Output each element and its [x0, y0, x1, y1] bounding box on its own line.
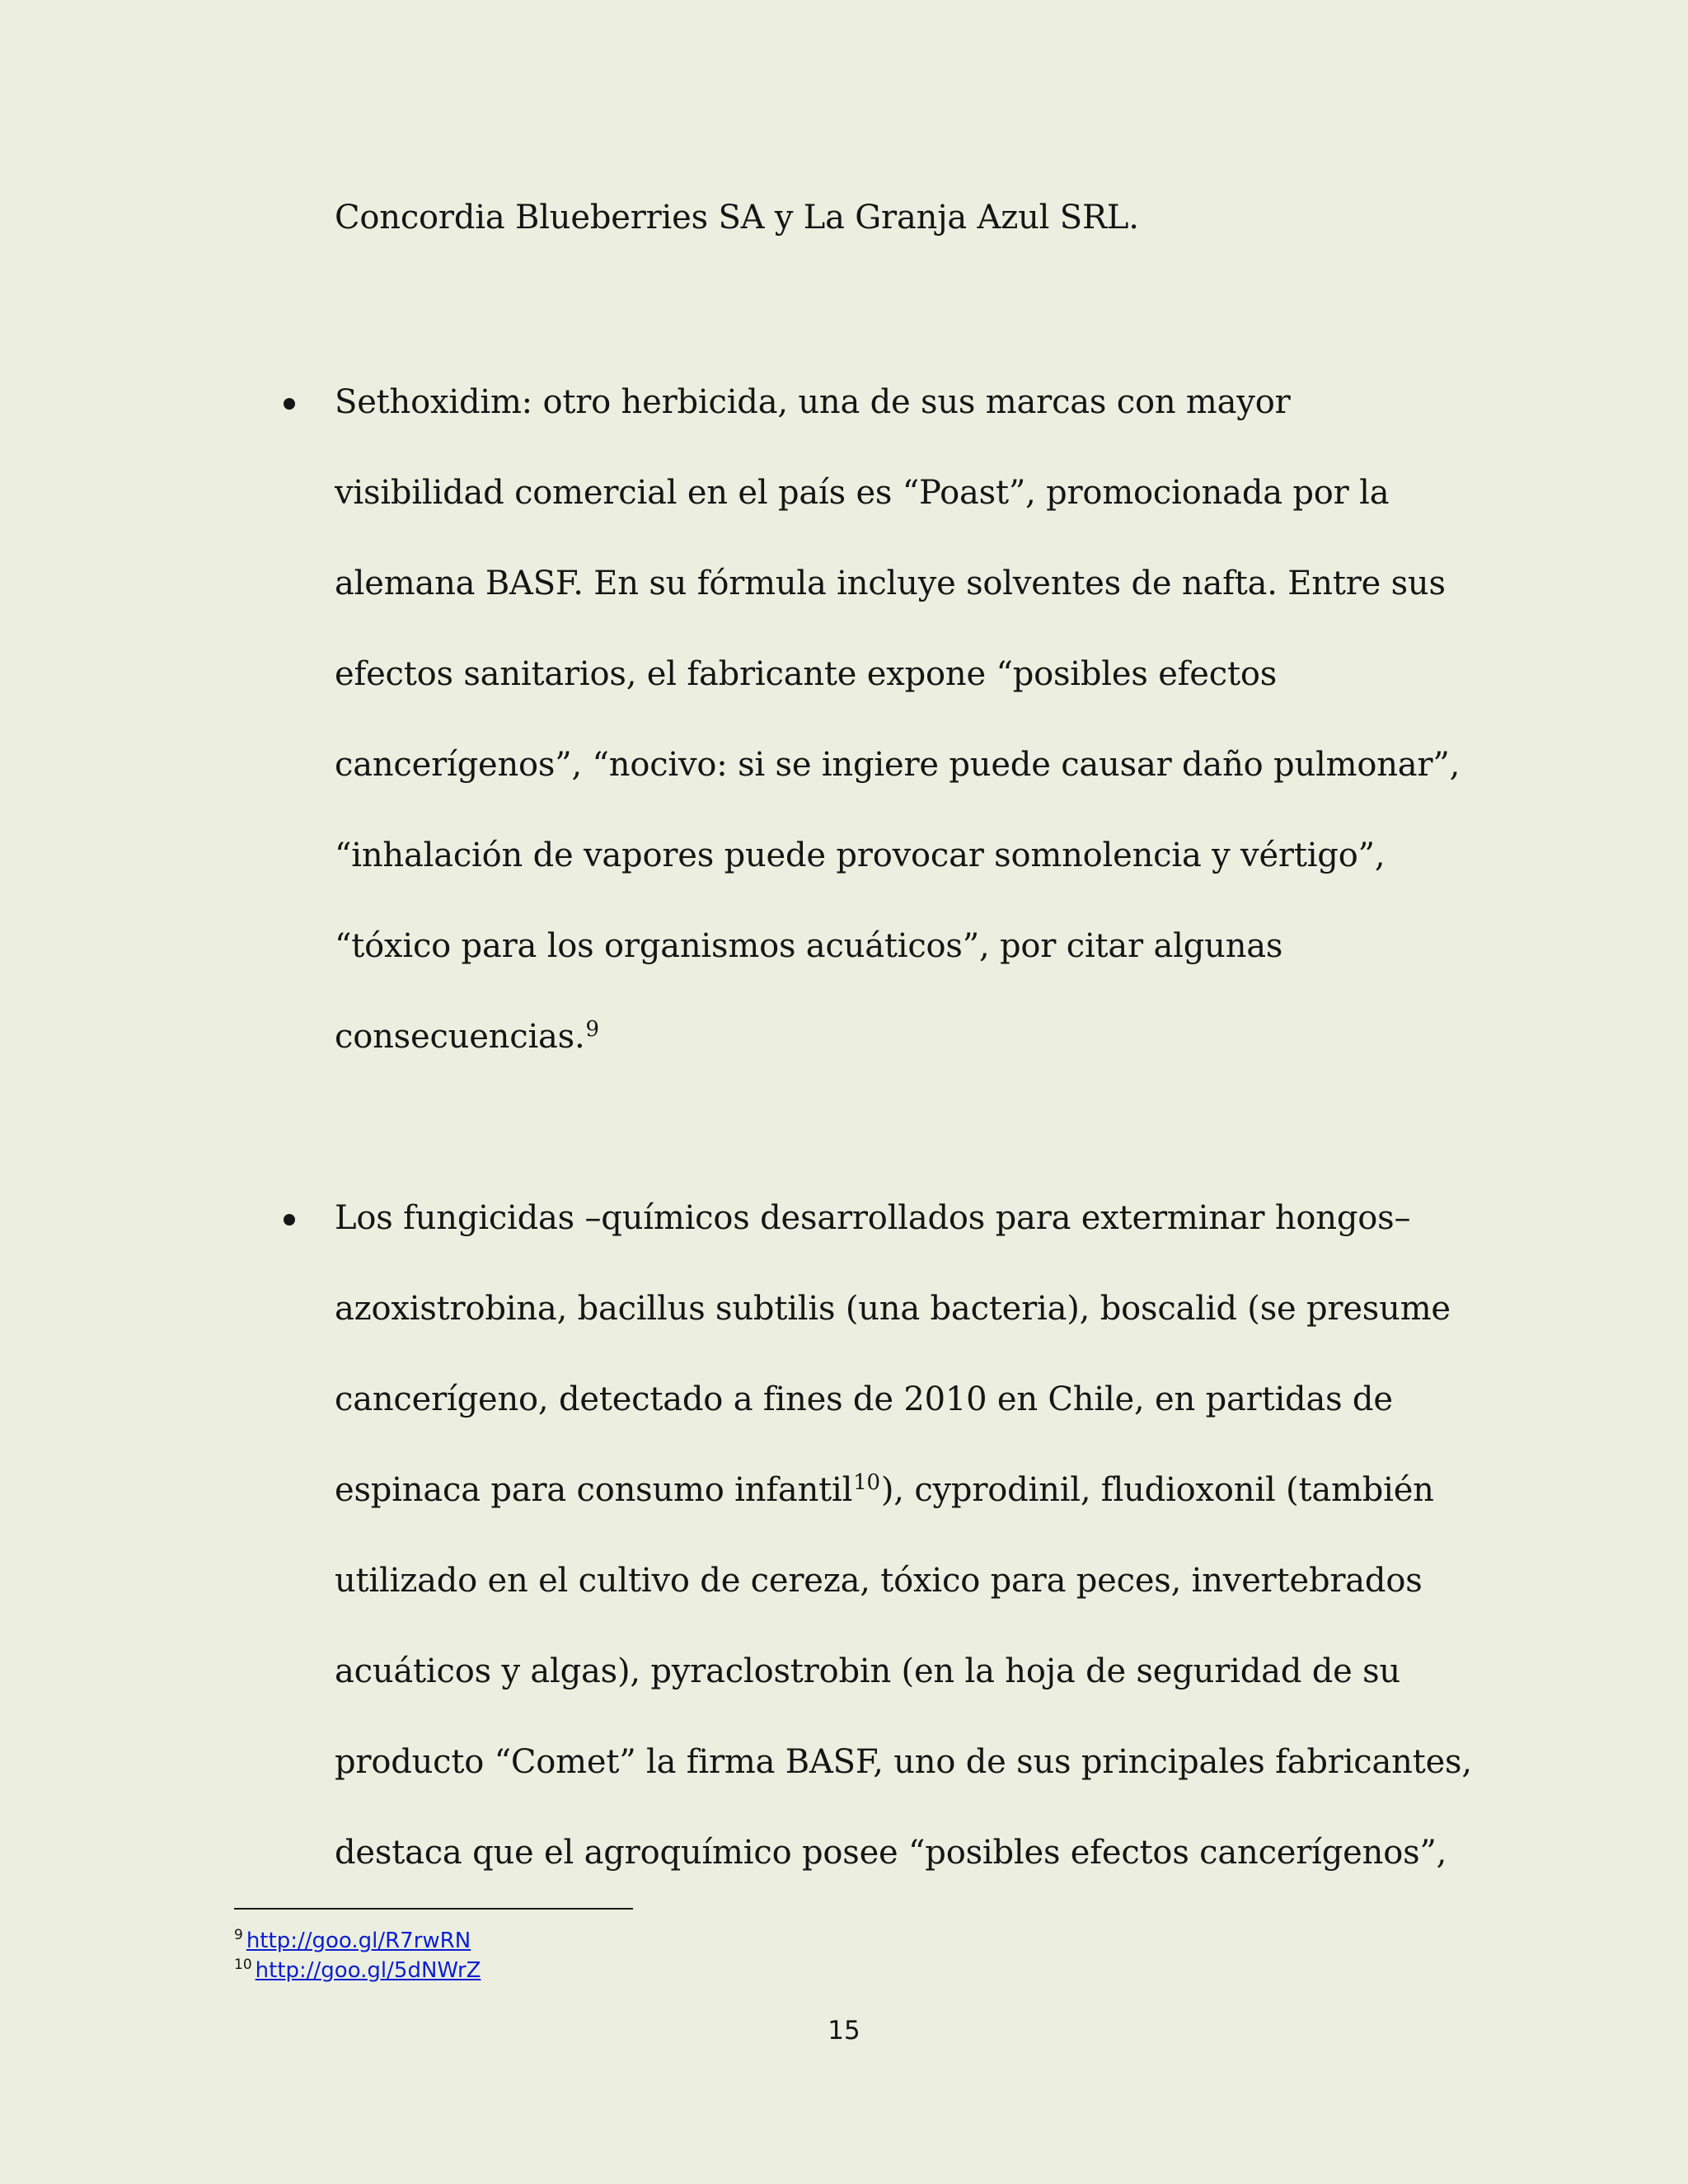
footnote-ref-9[interactable]: 9: [585, 1017, 599, 1042]
footnote-10: [234, 1957, 481, 1987]
bullet-1-line-4: efectos sanitarios, el fabricante expone “posibles efectos: [335, 655, 1278, 693]
bullet-1-line-3: alemana BASF. En su fórmula incluye solventes de nafta. Entre sus: [335, 565, 1446, 602]
footnote-ref-10[interactable]: 10: [853, 1470, 880, 1495]
footnote-number: 9: [234, 1927, 243, 1943]
footnote-number: 10: [234, 1957, 252, 1973]
bullet-1-line-6: “inhalación de vapores puede provocar somnolencia y vértigo”,: [335, 837, 1386, 874]
footnote-link[interactable]: http://goo.gl/R7rwRN: [246, 1929, 471, 1953]
bullet-marker: [284, 398, 295, 410]
bullet-2-line-4: [335, 1469, 1434, 1516]
intro-line: Concordia Blueberries SA y La Granja Azul SRL.: [335, 199, 1139, 237]
bullet-1-line-7: “tóxico para los organismos acuáticos”, por citar algunas: [335, 927, 1283, 965]
bullet-1-line-1: Sethoxidim: otro herbicida, una de sus marcas con mayor: [335, 383, 1291, 421]
bullet-2-line-8: destaca que el agroquímico posee “posibles efectos cancerígenos”,: [335, 1834, 1447, 1872]
bullet-1-line-5: cancerígenos”, “nocivo: si se ingiere puede causar daño pulmonar”,: [335, 746, 1461, 784]
bullet-2-line-4-continuation: ), cyprodinil, fludioxonil (también: [880, 1471, 1434, 1509]
bullet-2-line-6: acuáticos y algas), pyraclostrobin (en la hoja de seguridad de su: [335, 1652, 1400, 1690]
footnote-link[interactable]: http://goo.gl/5dNWrZ: [255, 1958, 481, 1983]
bullet-2-line-1: Los fungicidas –químicos desarrollados para exterminar hongos–: [335, 1199, 1411, 1237]
bullet-2-line-2: azoxistrobina, bacillus subtilis (una bacteria), boscalid (se presume: [335, 1290, 1451, 1328]
footnote-9: [234, 1927, 471, 1957]
bullet-2-line-7: producto “Comet” la firma BASF, uno de sus principales fabricantes,: [335, 1743, 1472, 1781]
bullet-2-line-5: utilizado en el cultivo de cereza, tóxico para peces, invertebrados: [335, 1562, 1423, 1600]
footnote-separator: [234, 1908, 633, 1910]
bullet-marker: [284, 1214, 295, 1226]
bullet-2-line-4-text: espinaca para consumo infantil: [335, 1471, 853, 1509]
bullet-1-line-8: [335, 1015, 599, 1062]
bullet-1-line-2: visibilidad comercial en el país es “Poast”, promocionada por la: [335, 474, 1390, 512]
bullet-2-line-3: cancerígeno, detectado a fines de 2010 en Chile, en partidas de: [335, 1380, 1393, 1418]
bullet-1-line-8-text: consecuencias.: [335, 1018, 585, 1056]
page-number: 15: [828, 2016, 860, 2046]
